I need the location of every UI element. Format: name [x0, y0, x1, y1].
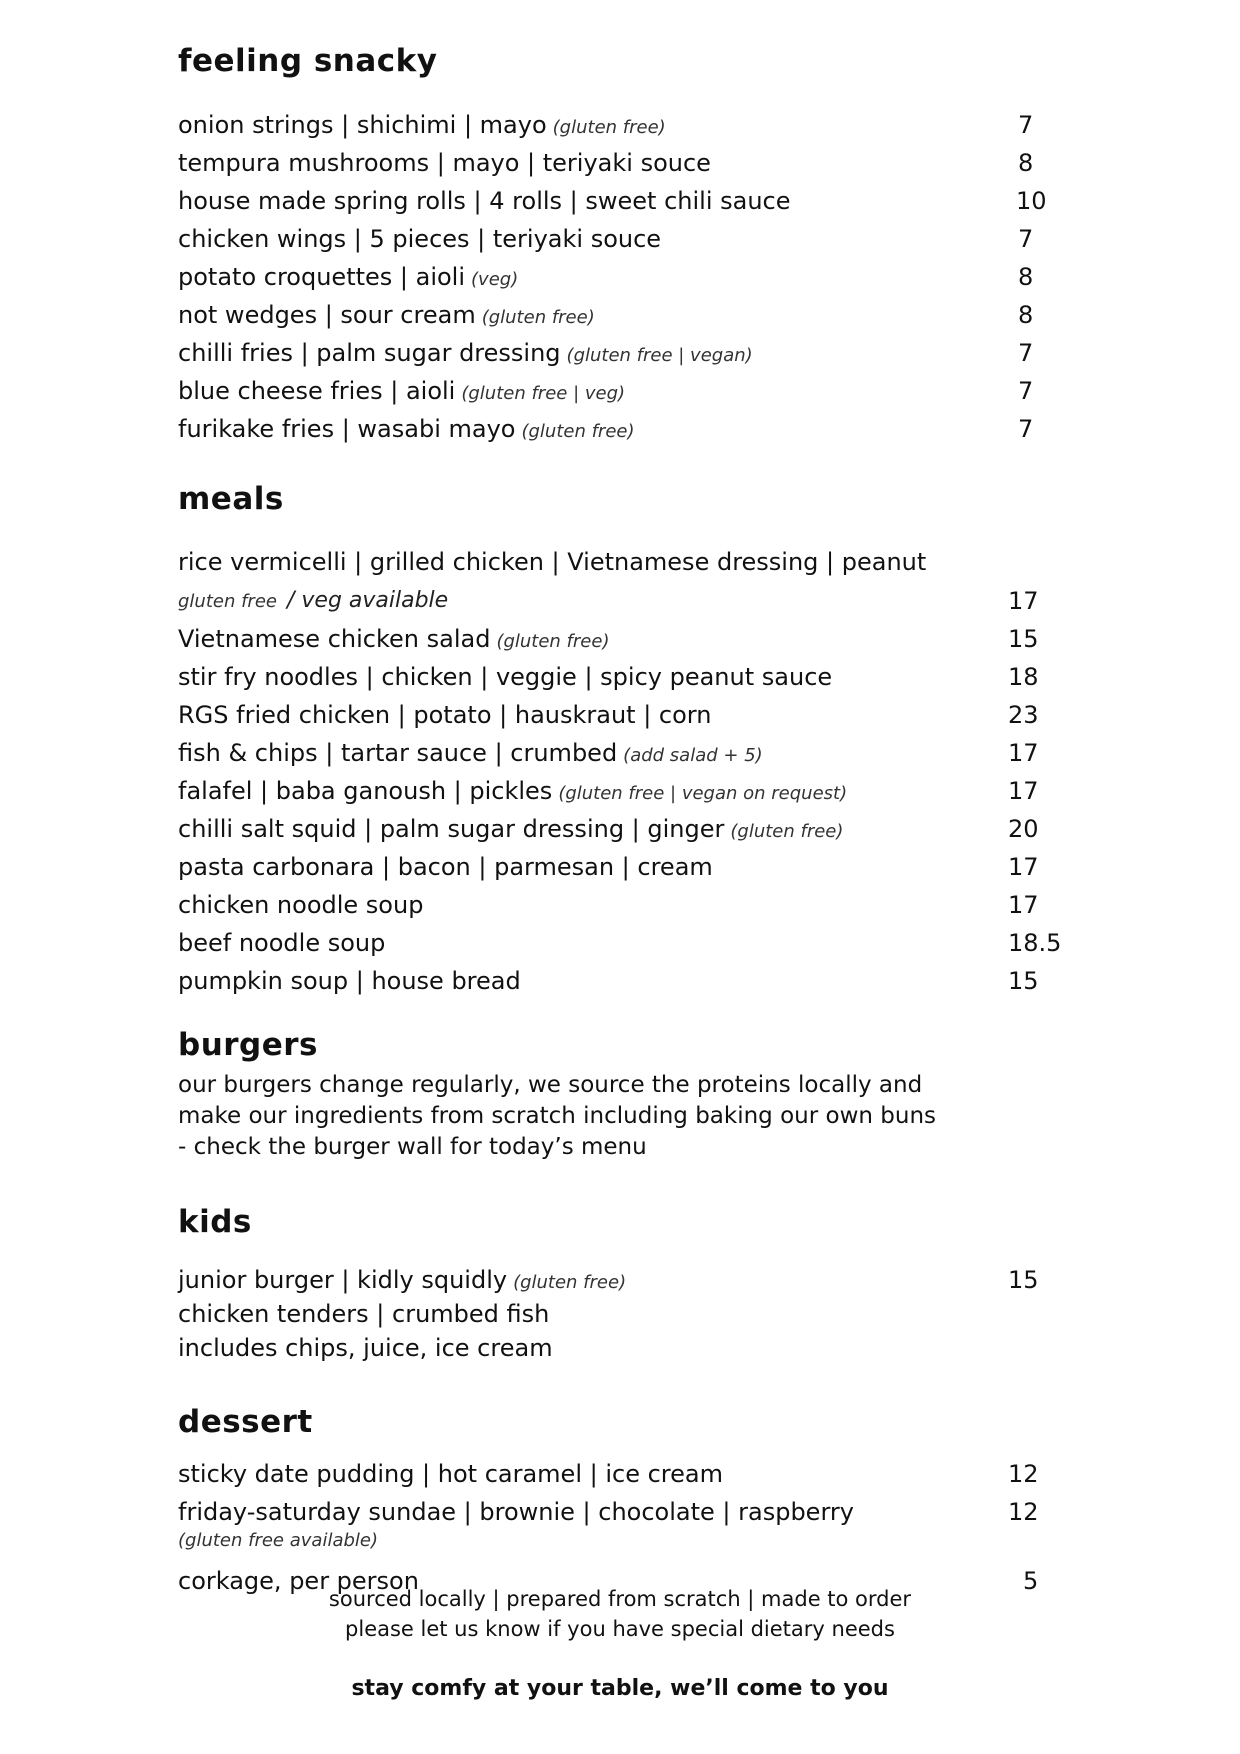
item-note: (gluten free) [521, 421, 635, 442]
menu-item [178, 106, 1078, 144]
item-price: 8 [1018, 263, 1034, 291]
menu-item [178, 543, 1078, 581]
item-note-extra: / veg available [286, 588, 449, 613]
item-name: RGS fried chicken | potato | hauskraut | corn [178, 701, 712, 729]
footer-tagline: stay comfy at your table, we’ll come to you [351, 1676, 889, 1701]
item-name: pumpkin soup | house bread [178, 967, 521, 995]
menu-item [178, 886, 1078, 924]
item-name: tempura mushrooms | mayo | teriyaki souce [178, 149, 711, 177]
item-price: 15 [1008, 625, 1039, 653]
menu-item [178, 144, 1078, 182]
menu-item [178, 620, 1078, 658]
item-name: fish & chips | tartar sauce | crumbed [178, 739, 618, 767]
section-heading-meals: meals [178, 481, 284, 517]
item-price: 18.5 [1008, 929, 1062, 957]
menu-item [178, 848, 1078, 886]
kids-item-line: chicken tenders | crumbed fish [178, 1300, 550, 1328]
menu-item [178, 924, 1078, 962]
item-name: junior burger | kidly squidly [178, 1266, 508, 1294]
item-price: 7 [1018, 339, 1034, 367]
item-name: potato croquettes | aioli [178, 263, 466, 291]
section-heading-snacky: feeling snacky [178, 43, 438, 79]
item-price: 5 [1023, 1567, 1039, 1595]
menu-item [178, 220, 1078, 258]
section-heading-kids: kids [178, 1204, 252, 1240]
burgers-description: our burgers change regularly, we source the proteins locally and make our ingredients from scratch including baking our own buns - check the burger wall for today’s menu [178, 1072, 937, 1160]
item-name: falafel | baba ganoush | pickles [178, 777, 553, 805]
item-price: 8 [1018, 301, 1034, 329]
item-name: chilli salt squid | palm sugar dressing | ginger [178, 815, 725, 843]
item-price: 12 [1008, 1498, 1039, 1526]
item-note: (gluten free) [730, 821, 844, 842]
item-note: (veg) [471, 269, 519, 290]
item-note: (gluten free) [481, 307, 595, 328]
item-price: 20 [1008, 815, 1039, 843]
section-heading-dessert: dessert [178, 1404, 313, 1440]
item-name: sticky date pudding | hot caramel | ice cream [178, 1460, 723, 1488]
item-name: blue cheese fries | aioli [178, 377, 456, 405]
item-price: 17 [1008, 853, 1039, 881]
item-note: (gluten free | vegan on request) [558, 783, 848, 804]
menu-item [178, 258, 1078, 296]
item-name: corkage, per person [178, 1567, 419, 1595]
item-name: furikake fries | wasabi mayo [178, 415, 516, 443]
item-note: (gluten free) [496, 631, 610, 652]
menu-item [178, 696, 1078, 734]
menu-item [178, 1455, 1078, 1493]
item-price: 10 [1016, 187, 1047, 215]
menu-item [178, 734, 1078, 772]
item-price: 12 [1008, 1460, 1039, 1488]
item-name: Vietnamese chicken salad [178, 625, 491, 653]
item-name: onion strings | shichimi | mayo [178, 111, 547, 139]
item-note: (gluten free) [552, 117, 666, 138]
menu-item [178, 182, 1078, 220]
section-heading-burgers: burgers [178, 1027, 319, 1063]
menu-item [178, 962, 1078, 1000]
menu-item-detail [178, 585, 1078, 618]
item-name: chicken noodle soup [178, 891, 424, 919]
item-name: house made spring rolls | 4 rolls | sweet chili sauce [178, 187, 791, 215]
item-price: 7 [1018, 111, 1034, 139]
menu-item [178, 410, 1078, 448]
item-price: 23 [1008, 701, 1039, 729]
item-price: 17 [1008, 739, 1039, 767]
item-price: 7 [1018, 225, 1034, 253]
item-price: 15 [1008, 1266, 1039, 1294]
item-name: stir fry noodles | chicken | veggie | spicy peanut sauce [178, 663, 833, 691]
menu-item [178, 372, 1078, 410]
item-price: 18 [1008, 663, 1039, 691]
item-note: (gluten free | veg) [461, 383, 626, 404]
item-price: 17 [1008, 587, 1039, 615]
kids-item-line: includes chips, juice, ice cream [178, 1334, 553, 1362]
item-note: (add salad + 5) [623, 745, 763, 766]
item-note: (gluten free) [513, 1272, 627, 1293]
item-price: 8 [1018, 149, 1034, 177]
item-name: chicken wings | 5 pieces | teriyaki souce [178, 225, 662, 253]
menu-item [178, 810, 1078, 848]
item-name: rice vermicelli | grilled chicken | Vietnamese dressing | peanut [178, 548, 927, 576]
menu-item [178, 658, 1078, 696]
item-price: 7 [1018, 415, 1034, 443]
menu-item [178, 772, 1078, 810]
item-name: pasta carbonara | bacon | parmesan | cream [178, 853, 713, 881]
item-price: 7 [1018, 377, 1034, 405]
item-note: gluten free [178, 591, 277, 612]
kids-item [178, 1263, 1078, 1300]
item-price: 15 [1008, 967, 1039, 995]
item-note: (gluten free | vegan) [566, 345, 753, 366]
item-name: not wedges | sour cream [178, 301, 476, 329]
dessert-note: (gluten free available) [178, 1530, 378, 1551]
footer-line: sourced locally | prepared from scratch | made to order [328, 1587, 912, 1611]
item-name: chilli fries | palm sugar dressing [178, 339, 561, 367]
item-price: 17 [1008, 891, 1039, 919]
menu-item [178, 296, 1078, 334]
item-name: beef noodle soup [178, 929, 386, 957]
menu-item [178, 334, 1078, 372]
item-name: friday-saturday sundae | brownie | chocolate | raspberry [178, 1498, 854, 1526]
footer-line: please let us know if you have special dietary needs [345, 1617, 895, 1641]
item-price: 17 [1008, 777, 1039, 805]
